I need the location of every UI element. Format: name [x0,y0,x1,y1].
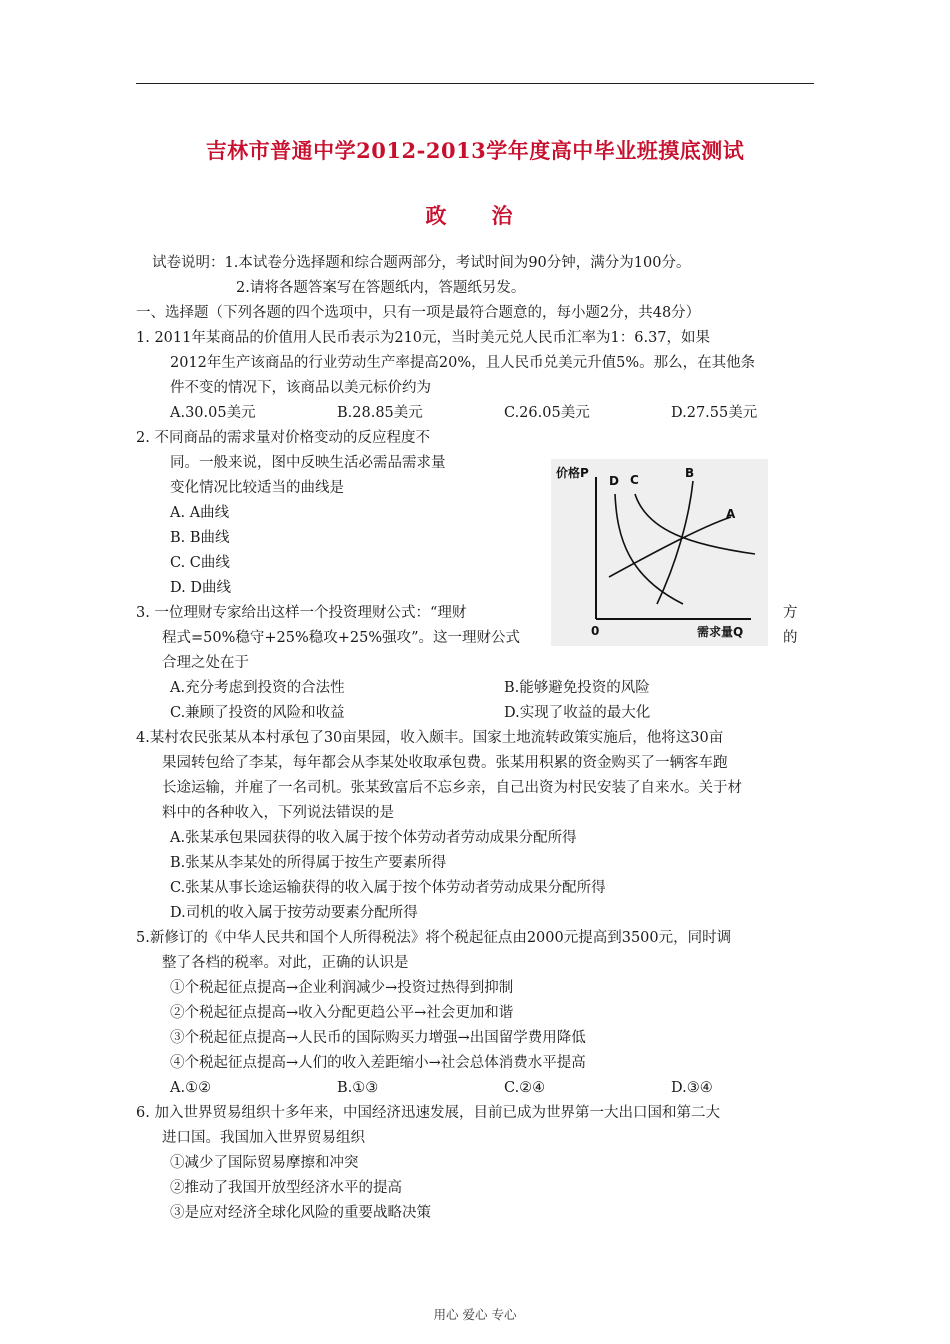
origin-label: 0 [591,624,600,638]
q5-line-2: 整了各档的税率。对此，正确的认识是 [162,955,409,971]
q5-item-4: ④个税起征点提高→人们的收入差距缩小→社会总体消费水平提高 [170,1055,586,1071]
instructions-line-2: 2.请将各题答案写在答题纸内，答题纸另发。 [236,280,526,296]
demand-curve-figure [551,459,768,646]
q5-item-1: ①个税起征点提高→企业利润减少→投资过热得到抑制 [170,980,514,996]
q4-line-1: 4.某村农民张某从本村承包了30亩果园，收入颇丰。国家土地流转政策实施后，他将这30亩 [136,730,724,746]
q4-option-b: B.张某从李某处的所得属于按生产要素所得 [170,855,447,871]
demand-curve-svg [551,459,768,646]
q3-line-2-end: 的 [783,630,798,646]
q3-line-1-end: 方 [783,605,798,621]
section-heading: 一、选择题（下列各题的四个选项中，只有一项是最符合题意的，每小题2分，共48分） [136,305,701,321]
curve-label-a: A [726,507,736,521]
q5-option-b: B.①③ [337,1080,379,1096]
q2-line-1: 2. 不同商品的需求量对价格变动的反应程度不 [136,430,430,446]
q6-line-2: 进口国。我国加入世界贸易组织 [162,1130,365,1146]
q3-option-d: D.实现了收益的最大化 [504,705,651,721]
q3-line-1: 3. 一位理财专家给出这样一个投资理财公式：“理财 [136,605,467,621]
q1-option-c: C.26.05美元 [504,405,590,421]
q6-item-3: ③是应对经济全球化风险的重要战略决策 [170,1205,431,1221]
q3-option-a: A.充分考虑到投资的合法性 [170,680,345,696]
q2-option-a: A. A曲线 [170,505,230,521]
q4-option-a: A.张某承包果园获得的收入属于按个体劳动者劳动成果分配所得 [170,830,577,846]
q5-line-1: 5.新修订的《中华人民共和国个人所得税法》将个税起征点由2000元提高到3500元，同时调 [136,930,732,946]
header-rule [136,83,814,84]
page-footer: 用心 爱心 专心 [433,1307,517,1322]
subject-title: 政 治 [425,203,525,228]
q1-option-b: B.28.85美元 [337,405,423,421]
y-axis-label: 价格P [556,466,589,480]
curve-label-b: B [685,466,695,480]
q5-item-3: ③个税起征点提高→人民币的国际购买力增强→出国留学费用降低 [170,1030,586,1046]
q3-option-c: C.兼顾了投资的风险和收益 [170,705,345,721]
q4-line-4: 料中的各种收入，下列说法错误的是 [162,805,394,821]
exam-title: 吉林市普通中学2012-2013学年度高中毕业班摸底测试 [205,138,745,163]
curve-c [635,494,755,554]
q4-line-2: 果园转包给了李某，每年都会从李某处收取承包费。张某用积累的资金购买了一辆客车跑 [162,755,728,771]
q2-line-3: 变化情况比较适当的曲线是 [170,480,344,496]
q6-line-1: 6. 加入世界贸易组织十多年来，中国经济迅速发展，目前已成为世界第一大出口国和第二大 [136,1105,720,1121]
instructions-line-1: 试卷说明：1.本试卷分选择题和综合题两部分，考试时间为90分钟，满分为100分。 [152,255,691,271]
q1-line-2: 2012年生产该商品的行业劳动生产率提高20%，且人民币兑美元升值5%。那么，在其他条 [170,355,756,371]
q1-line-1: 1. 2011年某商品的价值用人民币表示为210元，当时美元兑人民币汇率为1：6.37，如果 [136,330,711,346]
q1-option-d: D.27.55美元 [671,405,758,421]
q3-line-3: 合理之处在于 [162,655,249,671]
q5-option-d: D.③④ [671,1080,713,1096]
curve-label-c: C [630,473,639,487]
q4-option-d: D.司机的收入属于按劳动要素分配所得 [170,905,418,921]
curve-label-d: D [609,474,619,488]
q6-item-2: ②推动了我国开放型经济水平的提高 [170,1180,402,1196]
q5-item-2: ②个税起征点提高→收入分配更趋公平→社会更加和谐 [170,1005,514,1021]
q4-line-3: 长途运输，并雇了一名司机。张某致富后不忘乡亲，自己出资为村民安装了自来水。关于材 [162,780,742,796]
q2-option-c: C. C曲线 [170,555,230,571]
curve-d [615,494,683,604]
q1-line-3: 件不变的情况下，该商品以美元标价约为 [170,380,431,396]
x-axis-label: 需求量Q [697,625,744,639]
q5-option-a: A.①② [170,1080,212,1096]
q3-line-2: 程式=50%稳守+25%稳攻+25%强攻”。这一理财公式 [162,630,521,646]
q6-item-1: ①减少了国际贸易摩擦和冲突 [170,1155,359,1171]
q2-option-b: B. B曲线 [170,530,230,546]
q2-line-2: 同。一般来说，图中反映生活必需品需求量 [170,455,446,471]
q2-option-d: D. D曲线 [170,580,231,596]
q1-option-a: A.30.05美元 [170,405,256,421]
q5-option-c: C.②④ [504,1080,546,1096]
q4-option-c: C.张某从事长途运输获得的收入属于按个体劳动者劳动成果分配所得 [170,880,606,896]
q3-option-b: B.能够避免投资的风险 [504,680,650,696]
